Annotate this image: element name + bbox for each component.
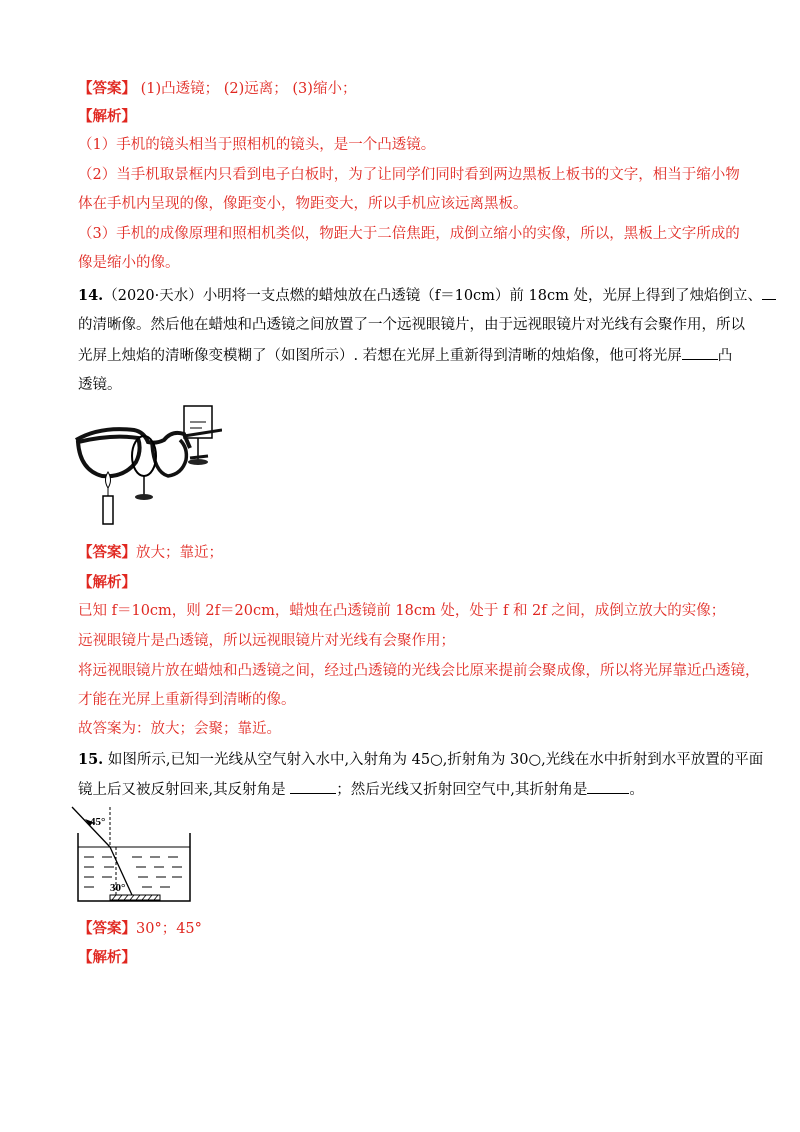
q15-line-2 xyxy=(78,779,644,800)
answer-text: 放大；靠近； xyxy=(136,545,223,561)
analysis-line: 才能在光屏上重新得到清晰的像。 xyxy=(78,692,296,708)
q15-answer-line xyxy=(78,919,202,939)
analysis-tag: 【解析】 xyxy=(78,574,136,591)
analysis-tag: 【解析】 xyxy=(78,108,136,125)
analysis-line: 已知 f＝10cm，则 2f＝20cm，蜡烛在凸透镜前 18cm 处，处于 f 和 2f 之间，成倒立放大的实像； xyxy=(78,603,726,619)
question-number: 14. xyxy=(78,287,104,304)
answer-blank xyxy=(762,285,776,300)
answer-text: 30°；45° xyxy=(136,921,202,937)
q15-analysis-tag xyxy=(78,948,136,968)
answer-tag: 【答案】 xyxy=(78,80,136,97)
glasses-candle-lens-figure xyxy=(72,400,222,530)
angle-label-45: 45° xyxy=(90,816,106,828)
analysis-tag: 【解析】 xyxy=(78,949,136,966)
analysis-line: 远视眼镜片是凸透镜，所以远视眼镜片对光线有会聚作用； xyxy=(78,633,455,649)
analysis-line: 像是缩小的像。 xyxy=(78,255,180,271)
water-hatching xyxy=(84,857,182,887)
answer-blank xyxy=(290,779,336,794)
q13-analysis-tag xyxy=(78,107,136,127)
question-text: （2020·天水）小明将一支点燃的蜡烛放在凸透镜（f＝10cm）前 18cm 处，光屏上得到了烛焰倒立、 xyxy=(103,288,762,304)
q14-line-3 xyxy=(78,345,732,366)
question-number: 15. xyxy=(78,751,104,768)
q14-analysis-tag xyxy=(78,573,136,593)
q15-line-1 xyxy=(78,750,763,770)
question-text: 如图所示,已知一光线从空气射入水中,入射角为 45○,折射角为 30○,光线在水中折射到水平放置的平面 xyxy=(103,752,764,768)
answer-blank xyxy=(587,779,629,794)
question-text: 光屏上烛焰的清晰像变模糊了（如图所示）. 若想在光屏上重新得到清晰的烛焰像，他可将光屏 xyxy=(78,348,682,364)
refraction-tank-figure xyxy=(70,805,200,905)
analysis-line: （2）当手机取景框内只看到电子白板时，为了让同学们同时看到两边黑板上板书的文字，相当于缩小物 xyxy=(78,167,740,183)
analysis-line: （3）手机的成像原理和照相机类似，物距大于二倍焦距，成倒立缩小的实像，所以，黑板上文字所成的 xyxy=(78,226,740,242)
answer-blank xyxy=(682,345,718,360)
q13-answer-line xyxy=(78,79,356,99)
analysis-line: 将远视眼镜片放在蜡烛和凸透镜之间，经过凸透镜的光线会比原来提前会聚成像，所以将光屏靠近凸透镜， xyxy=(78,663,760,679)
answer-text: (1)凸透镜； (2)远离； (3)缩小； xyxy=(136,81,357,97)
analysis-line: （1）手机的镜头相当于照相机的镜头，是一个凸透镜。 xyxy=(78,137,436,153)
question-text: 凸 xyxy=(717,348,733,364)
analysis-line: 故答案为：放大；会聚；靠近。 xyxy=(78,721,281,737)
answer-tag: 【答案】 xyxy=(78,544,136,561)
analysis-line: 体在手机内呈现的像，像距变小，物距变大，所以手机应该远离黑板。 xyxy=(78,196,528,212)
candle xyxy=(103,472,113,524)
question-text: ；然后光线又折射回空气中,其折射角是 xyxy=(336,782,588,798)
q14-line-4: 透镜。 xyxy=(78,377,122,393)
q14-line-2: 的清晰像。然后他在蜡烛和凸透镜之间放置了一个远视眼镜片，由于远视眼镜片对光线有会聚作用，所以 xyxy=(78,317,745,333)
angle-label-30: 30° xyxy=(110,882,126,894)
question-text: 镜上后又被反射回来,其反射角是 xyxy=(78,782,286,798)
answer-tag: 【答案】 xyxy=(78,920,136,937)
q14-answer-line xyxy=(78,543,223,563)
question-text: 。 xyxy=(629,782,644,798)
q14-line-1 xyxy=(78,285,776,306)
